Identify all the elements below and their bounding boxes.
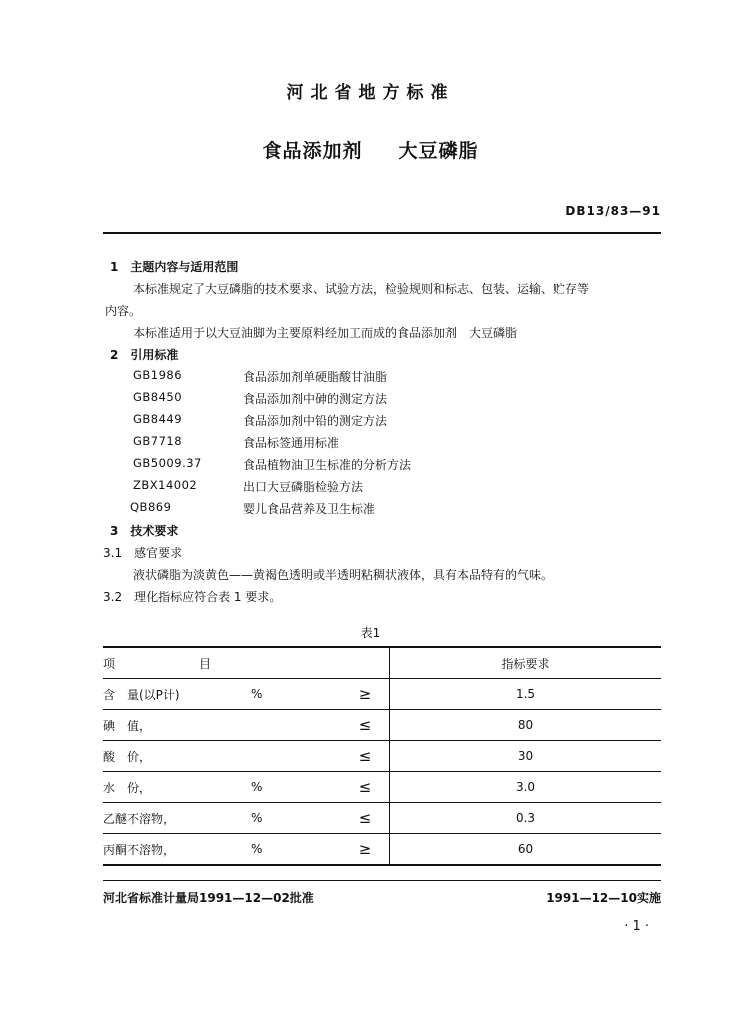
row-unit [251,741,341,772]
section-1-scope-paragraph: 本标准适用于以大豆油脚为主要原料经加工而成的食品添加剂 大豆磷脂 [133,326,518,340]
header-requirement: 指标要求 [390,647,662,679]
row-value: 3.0 [390,772,662,803]
page-number: · 1 · [624,919,649,934]
row-unit: % [251,679,341,710]
row-comparator: ≤ [341,710,390,741]
reference-name: 婴儿食品营养及卫生标准 [243,502,376,516]
title-part-1: 食品添加剂 [262,140,363,162]
row-value: 1.5 [390,679,662,710]
document-title [0,136,741,163]
row-item: 碘 值， [103,710,251,741]
table-row [103,803,661,834]
row-comparator: ≤ [341,772,390,803]
section-1-paragraph-line-1: 本标准规定了大豆磷脂的技术要求、试验方法，检验规则和标志、包装、运输、贮存等 [133,282,590,296]
row-item: 乙醚不溶物， [103,803,251,834]
row-item: 酸 价， [103,741,251,772]
reference-code: GB5009.37 [133,456,202,470]
row-value: 0.3 [390,803,662,834]
header-mu-label: 目 [199,656,212,671]
section-2-heading: 2 引用标准 [110,348,179,362]
table-caption: 表1 [360,626,381,640]
header-item-label: 项 [103,656,116,671]
standard-code: DB13/83—91 [565,204,661,218]
header-item-cell [103,647,341,679]
row-unit: % [251,772,341,803]
reference-code: GB1986 [133,368,183,382]
reference-code: QB869 [130,500,172,514]
reference-code: GB8450 [133,390,183,404]
table-row [103,772,661,803]
issuing-authority-header: 河北省地方标准 [286,83,455,103]
physicochemical-spec-table [103,646,661,866]
table-row [103,834,661,866]
reference-code: GB8449 [133,412,183,426]
row-unit [251,710,341,741]
row-comparator: ≤ [341,803,390,834]
row-value: 60 [390,834,662,866]
reference-name: 食品添加剂中砷的测定方法 [243,392,388,406]
section-3-1-text: 液状磷脂为淡黄色——黄褐色透明或半透明粘稠状液体，具有本品特有的气味。 [133,568,554,582]
section-3-1-heading: 3.1 感官要求 [103,546,183,560]
table-header-row [103,647,661,679]
table-row [103,679,661,710]
row-value: 80 [390,710,662,741]
table-row [103,741,661,772]
title-part-2: 大豆磷脂 [398,140,479,162]
reference-name: 食品标签通用标准 [243,436,340,450]
row-comparator: ≤ [341,741,390,772]
row-item: 水 份， [103,772,251,803]
section-3-heading: 3 技术要求 [110,524,179,538]
row-unit: % [251,803,341,834]
reference-code: GB7718 [133,434,183,448]
implementation-date: 1991—12—10实施 [546,891,661,905]
header-symbol-cell [341,647,390,679]
row-item: 丙酮不溶物， [103,834,251,866]
reference-name: 出口大豆磷脂检验方法 [243,480,364,494]
row-unit: % [251,834,341,866]
reference-name: 食品植物油卫生标准的分析方法 [243,458,412,472]
section-3-2-heading: 3.2 理化指标应符合表 1 要求。 [103,590,282,604]
section-1-heading: 1 主题内容与适用范围 [110,260,239,274]
footer-divider [103,880,661,881]
approval-line: 河北省标准计量局1991—12—02批准 [103,891,314,905]
reference-name: 食品添加剂中铅的测定方法 [243,414,388,428]
section-1-paragraph-line-2: 内容。 [105,304,142,318]
header-divider [103,232,661,234]
reference-name: 食品添加剂单硬脂酸甘油脂 [243,370,388,384]
table-row [103,710,661,741]
row-item: 含 量(以P计) [103,679,251,710]
row-comparator: ≥ [341,679,390,710]
row-comparator: ≥ [341,834,390,866]
row-value: 30 [390,741,662,772]
reference-code: ZBX14002 [133,478,198,492]
